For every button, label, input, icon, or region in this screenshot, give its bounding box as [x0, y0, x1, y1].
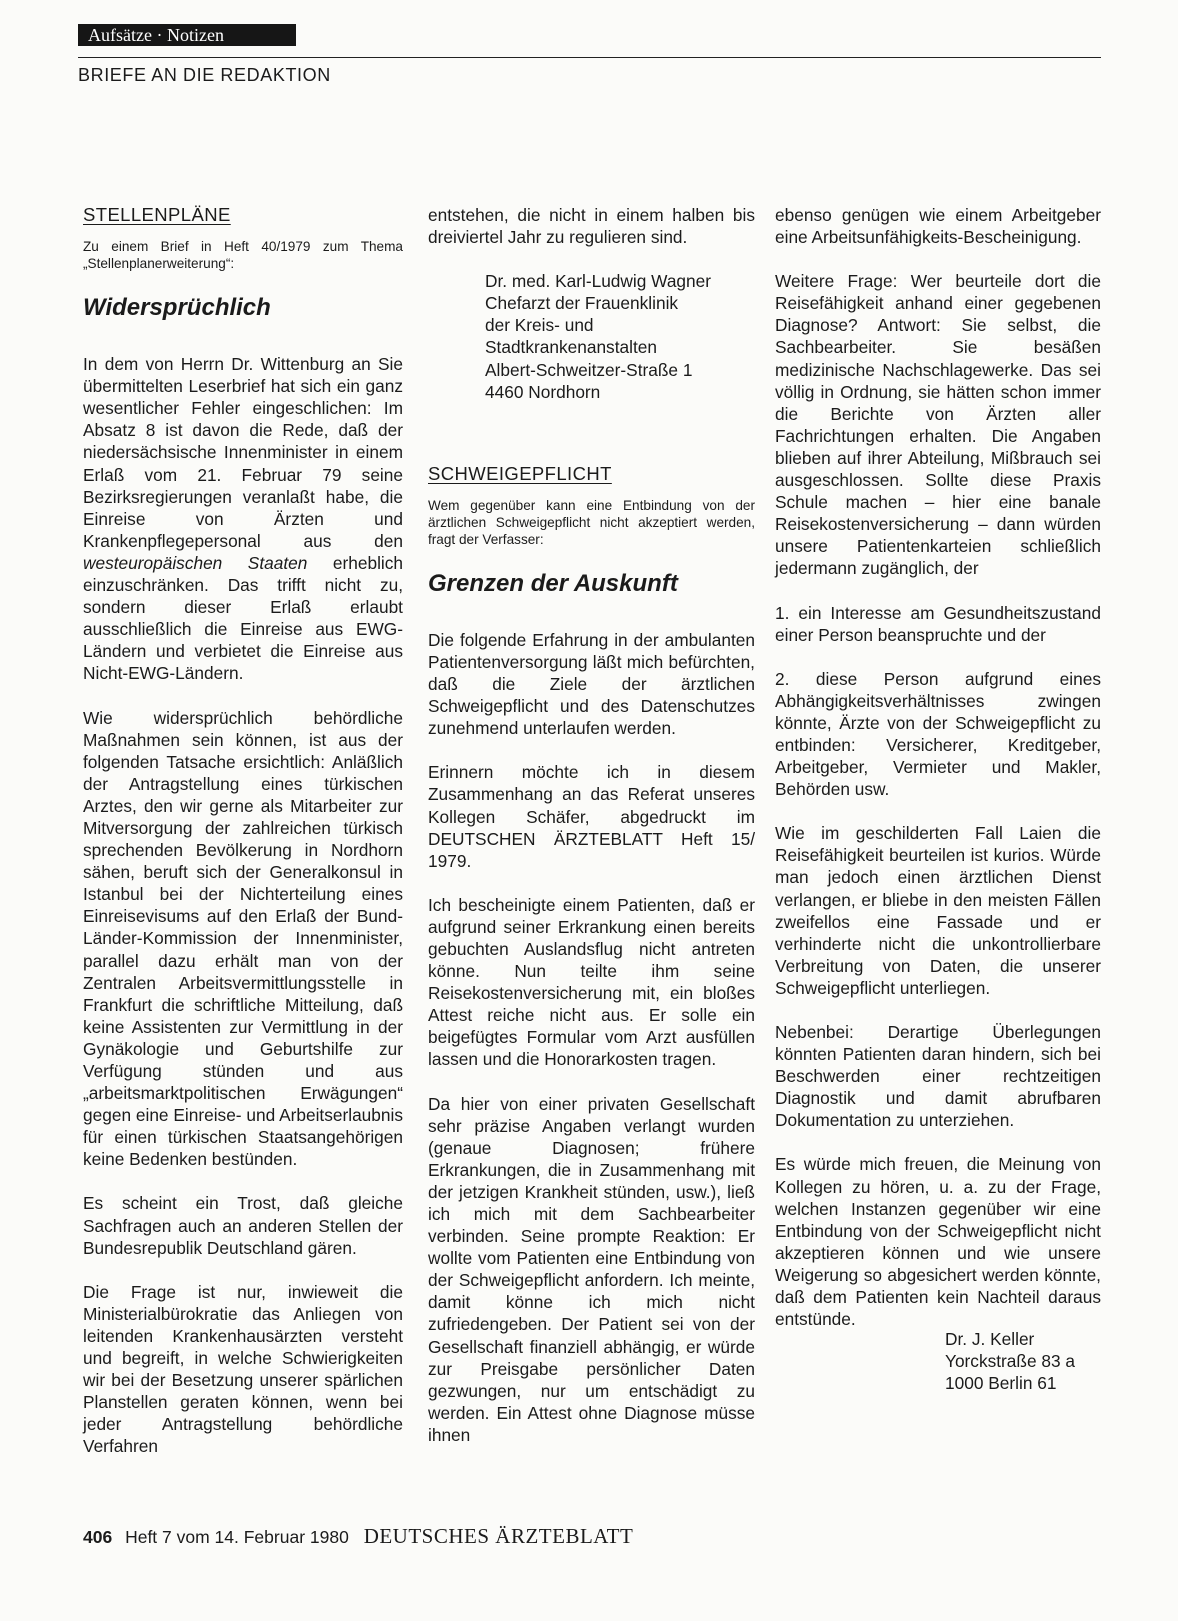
paragraph: In dem von Herrn Dr. Wittenburg an Sie übermittelten Leserbrief hat sich ein ganz wesentlicher Fehler eingeschlichen: Im Absatz 8 ist davon die Rede, daß der niedersächsische Innenminister in einem Erlaß vom 21. Februar 79 seine Bezirksregierungen veranlaßt habe, die Einreise von Ärzten und Krankenpflegepersonal aus den westeuropäischen Staaten erheblich einzuschränken. Das trifft nicht zu, sondern dieser Erlaß erlaubt ausschließlich die Einreise aus EWG-Ländern und verbietet die Einreise aus Nicht-EWG-Ländern.	[83, 354, 404, 684]
letter-intro: Zu einem Brief in Heft 40/1979 zum Thema „Stellenplanerweiterung“:	[83, 239, 403, 272]
page-number: 406	[83, 1527, 113, 1547]
author-address: Dr. med. Karl-Ludwig Wagner Chefarzt der Frauenklinik der Kreis- und Stadtkrankenanstalten Albert-Schweitzer-Straße 1 4460 Nordhorn	[485, 271, 712, 402]
issue-info: Heft 7 vom 14. Februar 1980	[125, 1527, 349, 1547]
letter-headline: Widersprüchlich	[83, 294, 271, 322]
paragraph: Da hier von einer privaten Gesellschaft sehr präzise Angaben verlangt wurden (genaue Diagnosen; frühere Erkrankungen, die in Zusammenhang mit der jetzigen Krankheit stünden, usw.), ließ ich mich mit dem Sachbearbeiter verbinden. Seine prompte Reaktion: Er wollte vom Patienten eine Entbindung von der Schweigepflicht anfordern. Ich meinte, damit könne ich mich nicht zufriedengeben. Der Patient sei von der Gesellschaft finanziell abhängig, er würde zur Preisgabe persönlicher Daten gezwungen, nur um entschädigt zu werden. Ein Attest ohne Diagnose müsse ihnen	[428, 1093, 755, 1445]
paragraph: Die Frage ist nur, inwieweit die Ministerialbürokratie das Anliegen von leitenden Krankenhausärzten versteht und begreift, in welche Schwierigkeiten wir bei der Besetzung unserer spärlichen Planstellen geraten können, wenn bei jeder Antragstellung behördliche Verfahren	[83, 1281, 403, 1457]
column-3	[775, 204, 1101, 1395]
paragraph: Wie im geschilderten Fall Laien die Reisefähigkeit beurteilen ist kurios. Würde man jedoch einen ärztlichen Dienst verlangen, er bliebe in den meisten Fällen zweifellos eine Fassade und er verhinderte nicht die unkontrollierbare Verbreitung von Daten, die unserer Schweigepflicht unterliegen.	[775, 823, 1101, 998]
paragraph: ebenso genügen wie einem Arbeitgeber eine Arbeitsunfähigkeits-Bescheinigung.	[775, 205, 1101, 248]
paragraph: Ich bescheinigte einem Patienten, daß er aufgrund seiner Erkrankung einen bereits gebuchten Auslandsflug nicht antreten könne. Nun teilte ihm seine Reisekostenversicherung mit, ein bloßes Attest reiche nicht aus. Er solle ein beigefügtes Formular vom Arzt ausfüllen lassen und die Honorarkosten tragen.	[428, 894, 755, 1070]
column-1	[83, 204, 403, 1458]
journal-title: DEUTSCHES ÄRZTEBLATT	[363, 1524, 634, 1548]
column-2	[428, 204, 755, 1446]
rubric-stellenplaene: STELLENPLÄNE	[83, 204, 231, 225]
paragraph: Nebenbei: Derartige Überlegungen könnten Patienten daran hindern, sich bei Beschwerden einer rechtzeitigen Diagnostik und damit abrufbaren Dokumentation zu unterziehen.	[775, 1022, 1101, 1131]
paragraph: Weitere Frage: Wer beurteile dort die Reisefähigkeit anhand einer gegebenen Diagnose? Antwort: Sie selbst, die Sachbearbeiter. Sie besäßen medizinische Nachschlagewerke. Das sei völlig in Ordnung, sie hätten schon immer die Berichte von Ärzten aller Fachrichtungen erhalten. Die Angaben blieben auf ihrer Abteilung, Mißbrauch sei ausgeschlossen. Sollte diese Praxis Schule machen – hier eine banale Reisekostenversicherung – dann würden unsere Patientenkarteien schließlich jedermann zugänglich, der	[775, 271, 1101, 579]
letter-headline: Grenzen der Auskunft	[428, 569, 678, 597]
paragraph: Wie widersprüchlich behördliche Maßnahmen sein können, ist aus der folgenden Tatsache ersichtlich: Anläßlich der Antragstellung eines türkischen Arztes, den wir gerne als Mitarbeiter zur Mitversorgung der zahlreichen türkisch sprechenden Bevölkerung in Nordhorn sähen, beruft sich der Generalkonsul in Istanbul bei der Nichterteilung eines Einreisevisums auf den Erlaß der Bund-Länder-Kommission der Innenminister, parallel dazu erhält man von der Zentralen Arbeitsvermittlungsstelle in Frankfurt die schriftliche Mitteilung, daß keine Assistenten zur Vermittlung in der Gynäkologie und Geburtshilfe zur Verfügung stünden und aus „arbeitsmarktpolitischen Erwägungen“ gegen eine Einreise- und Arbeitserlaubnis für einen türkischen Staatsangehörigen keine Bedenken bestünden.	[83, 707, 403, 1170]
paragraph: Es würde mich freuen, die Meinung von Kollegen zu hören, u. a. zu der Frage, welchen Instanzen gegenüber wir eine Entbindung von der Schweigepflicht nicht akzeptieren können und wie unsere Weigerung so abgesichert werden könnte, daß dem Patienten kein Nachteil daraus entstünde.	[775, 1154, 1101, 1330]
section-label: Aufsätze · Notizen	[78, 24, 296, 46]
page-footer	[83, 1524, 633, 1549]
rubric-schweigepflicht: SCHWEIGEPFLICHT	[428, 462, 612, 484]
paragraph: Erinnern möchte ich in diesem Zusammenhang an das Referat unseres Kollegen Schäfer, abgedruckt im DEUTSCHEN ÄRZTEBLATT Heft 15/ 1979.	[428, 762, 755, 871]
author-signature: Dr. J. Keller Yorckstraße 83 a 1000 Berlin 61	[945, 1329, 1075, 1394]
paragraph: Die folgende Erfahrung in der ambulanten Patientenversorgung läßt mich befürchten, daß die Ziele der ärztlichen Schweigepflicht und des Datenschutzes zunehmend unterlaufen werden.	[428, 629, 755, 739]
paragraph: entstehen, die nicht in einem halben bis dreiviertel Jahr zu regulieren sind.	[428, 205, 755, 248]
section-heading: BRIEFE AN DIE REDAKTION	[78, 65, 331, 85]
paragraph: Es scheint ein Trost, daß gleiche Sachfragen auch an anderen Stellen der Bundesrepublik Deutschland gären.	[83, 1193, 403, 1258]
letter-intro: Wem gegenüber kann eine Entbindung von der ärztlichen Schweigepflicht nicht akzeptiert werden, fragt der Verfasser:	[428, 497, 755, 547]
list-item: 1. ein Interesse am Gesundheitszustand einer Person beanspruchte und der	[775, 602, 1101, 645]
emphasis: westeuropäischen Staaten	[83, 552, 308, 573]
list-item: 2. diese Person aufgrund eines Abhängigkeitsverhältnisses zwingen könnte, Ärzte von der Schweigepflicht zu entbinden: Versicherer, Kreditgeber, Arbeitgeber, Vermieter und Makler, Behörden usw.	[775, 668, 1101, 800]
header-rule	[78, 57, 1101, 58]
